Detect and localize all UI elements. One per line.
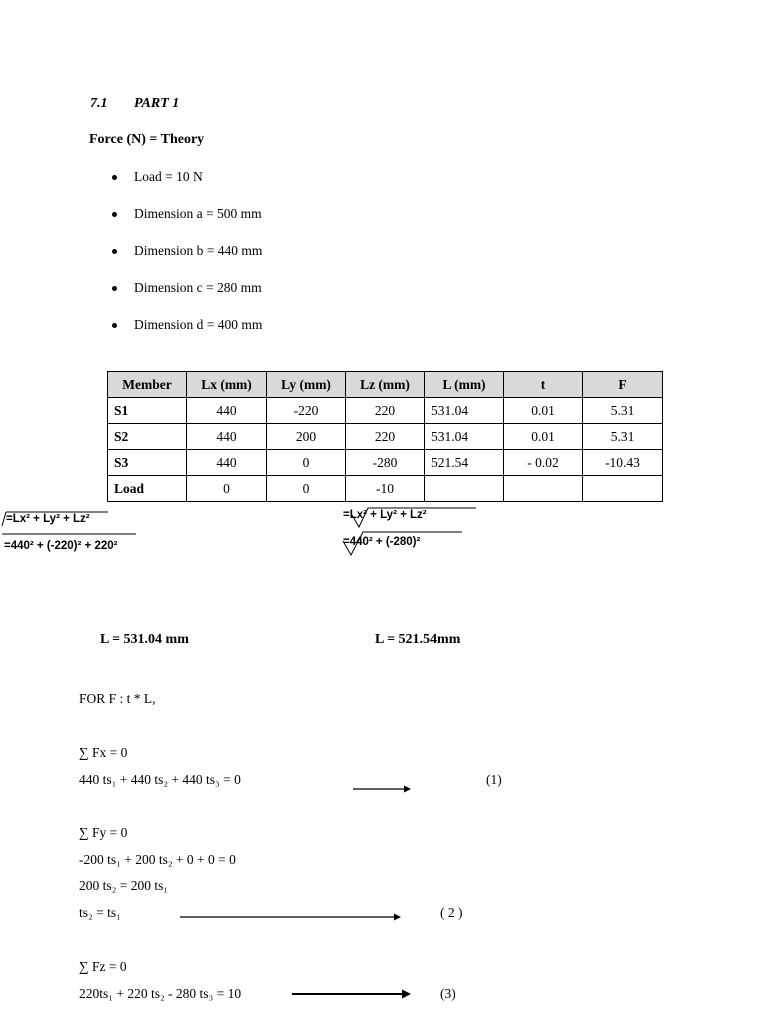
formula-left-line2: =440² + (-220)² + 220²	[4, 540, 118, 552]
column-header: Ly (mm)	[267, 372, 346, 398]
formula-left-line1: =Lx² + Ly² + Lz²	[6, 513, 90, 525]
list-item: Load = 10 N	[112, 169, 262, 206]
formula-right-line1: =Lx² + Ly² + Lz²	[343, 509, 427, 521]
result-left: L = 531.04 mm	[100, 632, 189, 647]
column-header: Member	[108, 372, 187, 398]
table-cell: 531.04	[425, 398, 504, 424]
table-cell: 5.31	[583, 398, 663, 424]
list-item: Dimension c = 280 mm	[112, 280, 262, 317]
table-cell: - 0.02	[504, 450, 583, 476]
table-cell: S3	[108, 450, 187, 476]
arrow-right-icon	[402, 990, 411, 999]
arrow-right-icon	[404, 786, 411, 793]
table-cell: -10	[346, 476, 425, 502]
fx-equation: 440 ts₁ + 440 ts₂ + 440 ts₃ = 0	[79, 772, 241, 787]
table-cell: 200	[267, 424, 346, 450]
table-cell: 440	[187, 424, 267, 450]
table-cell: -10.43	[583, 450, 663, 476]
table-cell: 220	[346, 398, 425, 424]
sum-fx: ∑ Fx = 0	[79, 745, 128, 760]
table-cell: 0	[267, 450, 346, 476]
fy-equation-2: 200 ts₂ = 200 ts₁	[79, 878, 169, 893]
table-cell: 0	[267, 476, 346, 502]
fz-equation: 220ts₁ + 220 ts₂ - 280 ts₃ = 10	[79, 986, 242, 1001]
column-header: F	[583, 372, 663, 398]
table-cell: 440	[187, 450, 267, 476]
column-header: Lz (mm)	[346, 372, 425, 398]
table-cell: -280	[346, 450, 425, 476]
result-right: L = 521.54mm	[375, 632, 461, 647]
table-cell: S2	[108, 424, 187, 450]
for-f-text: FOR F : t * L,	[79, 691, 156, 706]
equation-number: (3)	[440, 986, 456, 1001]
sum-fy: ∑ Fy = 0	[79, 825, 128, 840]
table-cell: 521.54	[425, 450, 504, 476]
table-cell: 531.04	[425, 424, 504, 450]
table-cell: 5.31	[583, 424, 663, 450]
table-cell: -220	[267, 398, 346, 424]
formula-right-line2: =440² + (-280)²	[343, 536, 421, 548]
table-cell: 220	[346, 424, 425, 450]
table-cell: 440	[187, 398, 267, 424]
list-item: Dimension a = 500 mm	[112, 206, 262, 243]
fy-equation-3: ts₂ = ts₁	[79, 905, 121, 920]
column-header: L (mm)	[425, 372, 504, 398]
table-cell: 0.01	[504, 398, 583, 424]
table-cell: Load	[108, 476, 187, 502]
equation-number: ( 2 )	[440, 905, 463, 920]
table-cell: 0.01	[504, 424, 583, 450]
list-item: Dimension d = 400 mm	[112, 317, 262, 354]
table-cell: 0	[187, 476, 267, 502]
column-header: t	[504, 372, 583, 398]
list-item: Dimension b = 440 mm	[112, 243, 262, 280]
arrow-right-icon	[394, 914, 401, 921]
force-heading: Force (N) = Theory	[89, 132, 205, 147]
section-title: PART 1	[134, 96, 180, 111]
sum-fz: ∑ Fz = 0	[79, 959, 127, 974]
table-cell: S1	[108, 398, 187, 424]
fy-equation-1: -200 ts₁ + 200 ts₂ + 0 + 0 = 0	[79, 852, 236, 867]
section-number: 7.1	[90, 96, 108, 111]
equation-number: (1)	[486, 772, 502, 787]
column-header: Lx (mm)	[187, 372, 267, 398]
